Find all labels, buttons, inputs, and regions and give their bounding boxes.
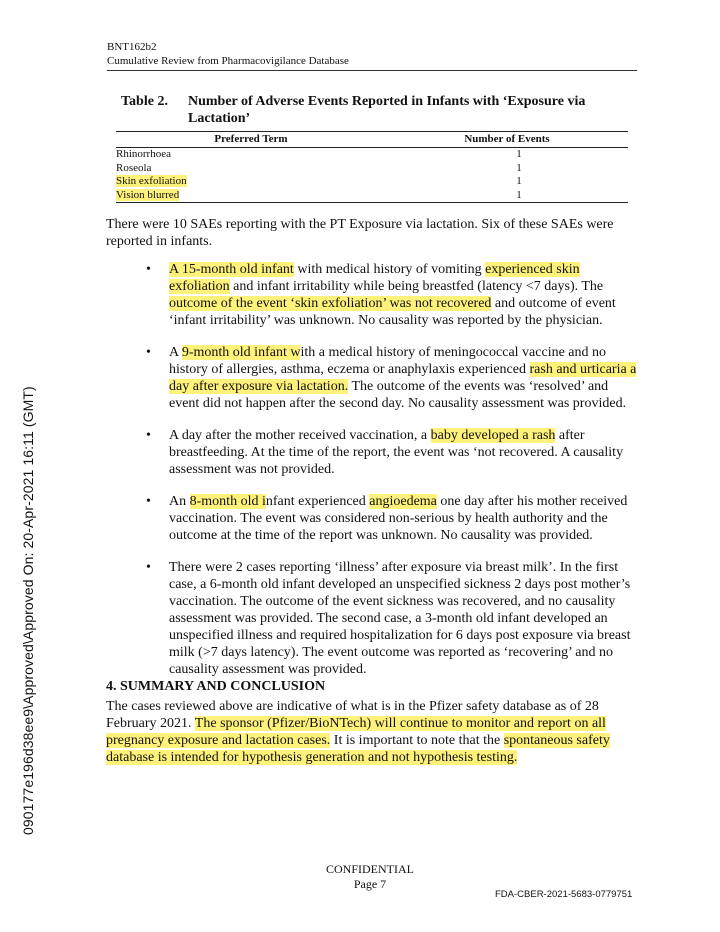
highlighted-text: 9-month old infant w	[181, 345, 301, 360]
body-text: There were 2 cases reporting ‘illness’ after exposure via breast milk’. In the first case, a 6-month old infant developed an unspecified sickness 2 days post mother’s vaccination. The outcome of the event sickness was recovered, and no causality assessment was provided. The second case, a 3-month old infant developed an unspecified illness and required hospitalization for 6 days post exposure via breast milk (>7 days latency). The event outcome was reported as ‘recovering’ and no causality assessment was provided.	[169, 560, 631, 677]
body-text: A day after the mother received vaccination, a	[169, 428, 431, 443]
event-count-cell: 1	[386, 189, 628, 203]
case-bullet-list	[146, 261, 640, 693]
highlighted-text: baby developed a rash	[430, 428, 556, 443]
body-text: after breastfeeding. At the time of the report, the event was ‘not recovered. A causality assessment was not provided.	[169, 428, 624, 477]
body-text: and infant irritability while being breastfed (latency <7 days). The	[229, 279, 604, 294]
highlighted-text: angioedema	[369, 494, 437, 509]
body-text: The cases reviewed above are indicative of what is in the Pfizer safety database as of 28 February 2021.	[106, 699, 599, 731]
table-row	[116, 175, 628, 189]
body-text: ith a medical history of meningococcal vaccine and no history of allergies, asthma, eczema or anaphylaxis experienced	[169, 345, 607, 377]
preferred-term-cell	[116, 162, 386, 176]
header-document-title: Cumulative Review from Pharmacovigilance Database	[107, 55, 349, 67]
body-text: and outcome of event ‘infant irritability’ was unknown. No causality was reported by the physician.	[169, 296, 616, 328]
case-bullet-item	[146, 261, 640, 329]
event-count-cell: 1	[516, 161, 522, 174]
highlighted-text: spontaneous safety database is intended for hypothesis generation and not hypothesis testing.	[106, 733, 610, 765]
highlighted-text: experienced skin exfoliation	[169, 262, 580, 294]
highlighted-text: The sponsor (Pfizer/BioNTech) will continue to monitor and report on all pregnancy exposure and lactation cases.	[106, 716, 606, 748]
page-header	[107, 40, 637, 71]
table-row	[116, 162, 628, 176]
preferred-term-text: Skin exfoliation	[116, 175, 187, 187]
page-footer	[300, 862, 440, 892]
summary-paragraph	[106, 698, 642, 766]
table-number: Table 2.	[121, 94, 168, 109]
column-header-preferred-term: Preferred Term	[116, 132, 386, 148]
body-text: with medical history of vomiting	[293, 262, 486, 277]
summary-heading: 4. SUMMARY AND CONCLUSION	[106, 679, 326, 694]
body-text: nfant experienced	[265, 494, 370, 509]
approval-stamp: 090177e196d38ee9\Approved\Approved On: 20-Apr-2021 16:11 (GMT)	[20, 386, 36, 835]
bullet-glyph: •	[146, 262, 151, 277]
bullet-glyph: •	[146, 345, 151, 360]
confidential-label: CONFIDENTIAL	[326, 862, 414, 876]
preferred-term-cell	[116, 148, 386, 162]
case-bullet-item	[146, 344, 640, 412]
highlighted-text: 8-month old i	[189, 494, 266, 509]
adverse-events-table	[116, 131, 628, 203]
preferred-term-text: Rhinorrhoea	[116, 148, 171, 160]
column-header-number-of-events: Number of Events	[386, 132, 628, 148]
bullet-glyph: •	[146, 560, 151, 575]
table-title: Number of Adverse Events Reported in Infants with ‘Exposure via Lactation’	[188, 94, 586, 126]
case-bullet-item	[146, 493, 640, 544]
body-text: one day after his mother received vaccination. The event was considered non-serious by health authority and the outcome at the time of the report was unknown. No causality was provided.	[169, 494, 628, 543]
body-text: An	[169, 494, 190, 509]
table-header-row	[116, 132, 628, 148]
highlighted-text: outcome of the event ‘skin exfoliation’ was not recovered	[169, 296, 492, 311]
body-text: A	[169, 345, 182, 360]
table-row	[116, 148, 628, 162]
table-row	[116, 189, 628, 203]
intro-paragraph: There were 10 SAEs reporting with the PT Exposure via lactation. Six of these SAEs were reported in infants.	[106, 217, 614, 249]
event-count-cell: 1	[516, 175, 522, 187]
bates-number: FDA-CBER-2021-5683-0779751	[495, 889, 633, 900]
table-caption	[121, 93, 621, 127]
bullet-glyph: •	[146, 494, 151, 509]
preferred-term-cell	[116, 175, 386, 189]
bullet-glyph: •	[146, 428, 151, 443]
preferred-term-text: Roseola	[116, 161, 152, 174]
case-bullet-item	[146, 427, 640, 478]
highlighted-text: rash and urticaria a day after exposure via lactation.	[169, 362, 637, 394]
page-number: Page 7	[353, 877, 387, 891]
case-bullet-item	[146, 559, 640, 678]
header-product: BNT162b2	[107, 41, 157, 53]
body-text: The outcome of the events was ‘resolved’ and event did not happen after the second day. No causality assessment was provided.	[169, 379, 627, 411]
preferred-term-text: Vision blurred	[116, 188, 180, 201]
event-count-cell: 1	[516, 148, 522, 160]
body-text: It is important to note that the	[330, 733, 504, 748]
preferred-term-cell	[116, 189, 386, 203]
highlighted-text: A 15-month old infant	[169, 262, 294, 277]
